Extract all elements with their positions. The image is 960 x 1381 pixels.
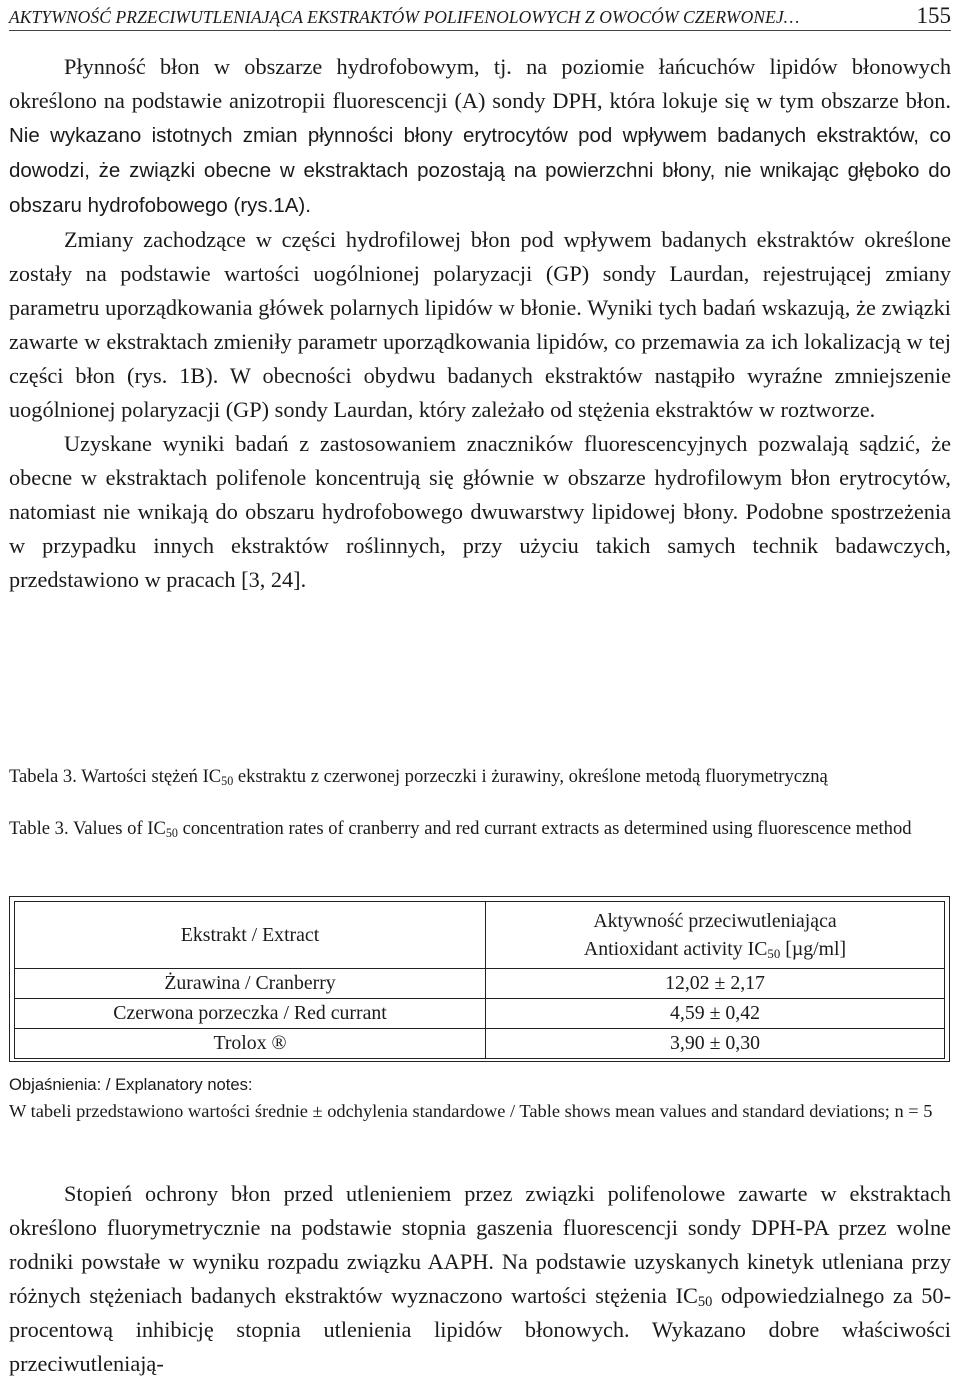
- body-text-top: [9, 50, 951, 597]
- running-header: [9, 4, 951, 31]
- paragraph-4b: odpowiedzialnego za 50-procentową inhibicję stopnia utlenienia lipidów błonowych. Wykazano dobre właściwości przeciwutleniają-: [9, 1283, 951, 1376]
- page-number: 155: [916, 3, 951, 28]
- body-text-bottom: [9, 1177, 951, 1381]
- paragraph-1a: Płynność błon w obszarze hydrofobowym, tj. na poziomie łańcuchów lipidów błonowych określono na podstawie anizotropii fluorescencji (A) sondy DPH, która lokuje się w tym obszarze błon.: [9, 54, 951, 113]
- cell-value: 4,59 ± 0,42: [486, 999, 945, 1029]
- cell-value: 12,02 ± 2,17: [486, 969, 945, 999]
- table-notes: [9, 1072, 951, 1124]
- notes-title: Objaśnienia: / Explanatory notes:: [9, 1075, 253, 1094]
- caption-pl-sub: 50: [221, 774, 234, 788]
- caption-pl-text-a: Wartości stężeń IC: [81, 766, 222, 787]
- cell-value: 3,90 ± 0,30: [486, 1029, 945, 1059]
- table-row: [15, 969, 945, 999]
- caption-pl-label: Tabela 3.: [9, 766, 82, 787]
- paragraph-1b: Nie wykazano istotnych zmian płynności błony erytrocytów pod wpływem badanych ekstraktów, co dowodzi, że związki obecne w ekstraktach pozostają na powierzchni błony, nie wnikając głęboko do obszaru hydrofobowego (rys.1A).: [9, 124, 951, 217]
- header-activity-line2-b: [µg/ml]: [780, 938, 847, 960]
- table-caption-en: [9, 816, 951, 841]
- paragraph-hydrophilic-changes: Zmiany zachodzące w części hydrofilowej błon pod wpływem badanych ekstraktów określone zostały na podstawie wartości uogólnionej polaryzacji (GP) sondy Laurdan, rejestrującej zmiany parametru uporządkowania główek polarnych lipidów w błonie. Wyniki tych badań wskazują, że związki zawarte w ekstraktach zmieniły parametr uporządkowania lipidów, co przemawia za ich lokalizacją w tej części błon (rys. 1B). W obecności obydwu badanych ekstraktów nastąpiło wyraźne zmniejszenie uogólnionej polaryzacji (GP) sondy Laurdan, który zależało od stężenia ekstraktów w roztworze.: [9, 227, 951, 422]
- caption-en-label: Table 3.: [9, 818, 73, 839]
- running-title: AKTYWNOŚĆ PRZECIWUTLENIAJĄCA EKSTRAKTÓW POLIFENOLOWYCH Z OWOCÓW CZERWONEJ…: [9, 7, 800, 27]
- caption-en-text-b: concentration rates of cranberry and red currant extracts as determined using fluorescence method: [177, 818, 912, 839]
- table-row: [15, 999, 945, 1029]
- table-row: [15, 1029, 945, 1059]
- paragraph-4a: Stopień ochrony błon przed utlenieniem przez związki polifenolowe zawarte w ekstraktach określono fluorymetrycznie na podstawie stopnia gaszenia fluorescencji sondy DPH-PA przez wolne rodniki powstałe w wyniku rozpadu związku AAPH. Na podstawie uzyskanych kinetyk utleniana przy różnych stężeniach badanych ekstraktów wyznaczono wartości stężenia IC: [9, 1181, 951, 1308]
- header-activity-sub: 50: [767, 947, 781, 961]
- caption-pl-text-b: ekstraktu z czerwonej porzeczki i żurawiny, określone metodą fluorymetryczną: [233, 766, 828, 787]
- table-ic50: [14, 901, 945, 1059]
- cell-extract: Żurawina / Cranberry: [15, 969, 486, 999]
- caption-en-text-a: Values of IC: [72, 818, 166, 839]
- table-caption-pl: [9, 764, 951, 789]
- table-ic50-frame: [9, 896, 950, 1062]
- caption-en-sub: 50: [165, 826, 178, 840]
- header-activity: [486, 902, 945, 969]
- cell-extract: Czerwona porzeczka / Red currant: [15, 999, 486, 1029]
- notes-text: W tabeli przedstawiono wartości średnie ± odchylenia standardowe / Table shows mean values and standard deviations; n = 5: [9, 1101, 933, 1121]
- table-header-row: [15, 902, 945, 969]
- header-activity-line2-a: Antioxidant activity IC: [583, 938, 768, 960]
- header-extract: Ekstrakt / Extract: [15, 902, 486, 969]
- header-activity-line1: Aktywność przeciwutleniająca: [593, 910, 837, 932]
- cell-extract: Trolox ®: [15, 1029, 486, 1059]
- paragraph-membrane-fluidity: [9, 50, 951, 223]
- paragraph-4-sub: 50: [697, 1294, 713, 1310]
- paragraph-conclusions: Uzyskane wyniki badań z zastosowaniem znaczników fluorescencyjnych pozwalają sądzić, że obecne w ekstraktach polifenole koncentrują się głównie w obszarze hydrofilowym błon erytrocytów, natomiast nie wnikają do obszaru hydrofobowego dwuwarstwy lipidowej błony. Podobne spostrzeżenia w przypadku innych ekstraktów roślinnych, przy użyciu takich samych technik badawczych, przedstawiono w pracach [3, 24].: [9, 431, 951, 592]
- paragraph-oxidation-protection: [9, 1177, 951, 1381]
